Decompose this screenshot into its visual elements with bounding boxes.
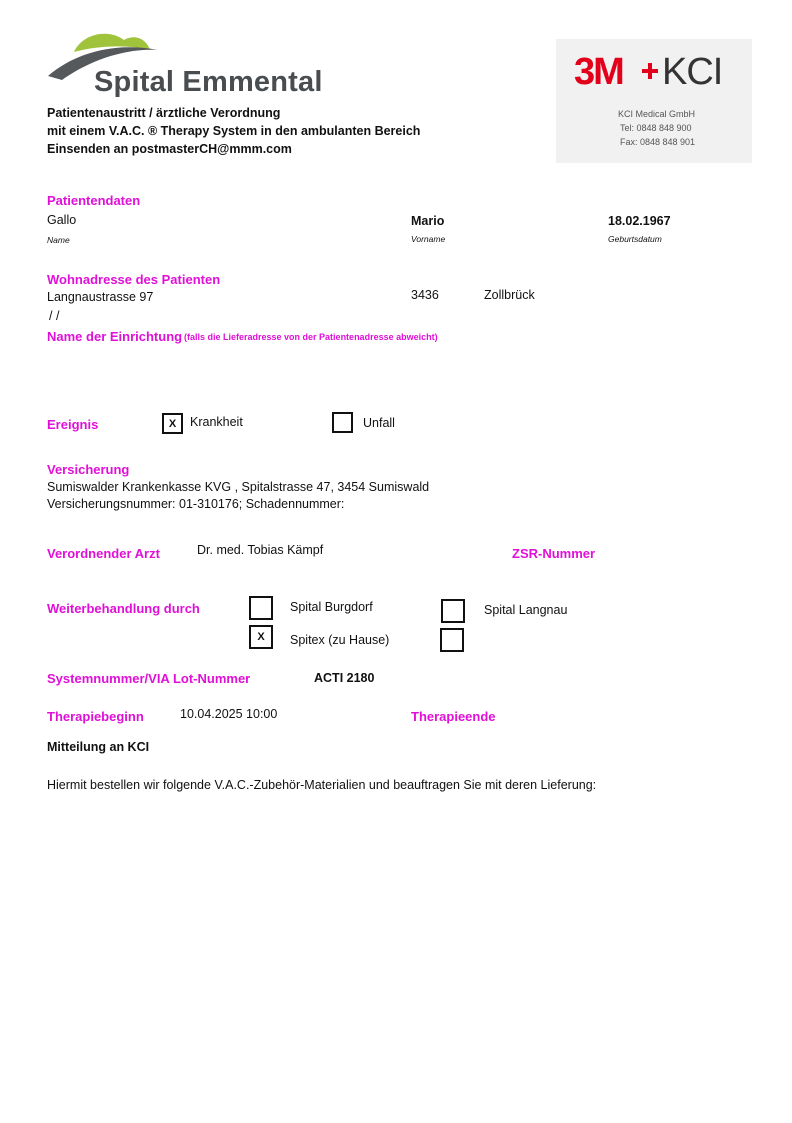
event-label: Ereignis — [47, 417, 99, 432]
followup-label: Weiterbehandlung durch — [47, 601, 200, 616]
facility-note: (falls die Lieferadresse von der Patientenadresse abweicht) — [184, 332, 438, 342]
patient-birth-date: 18.02.1967 — [608, 214, 671, 228]
caption-birth-date: Geburtsdatum — [608, 234, 662, 244]
address-zip: 3436 — [411, 288, 439, 302]
system-number-label: Systemnummer/VIA Lot-Nummer — [47, 671, 251, 686]
doctor-label: Verordnender Arzt — [47, 546, 160, 561]
patient-section-label: Patientendaten — [47, 193, 141, 208]
other-followup-checkbox[interactable] — [440, 628, 464, 652]
header-line-2: mit einem V.A.C. ® Therapy System in den ambulanten Bereich — [47, 124, 421, 138]
insurance-line-2: Versicherungsnummer: 01-310176; Schadennummer: — [47, 497, 345, 511]
header-line-1: Patientenaustritt / ärztliche Verordnung — [47, 106, 281, 120]
illness-label: Krankheit — [190, 415, 243, 429]
burgdorf-label: Spital Burgdorf — [290, 600, 373, 614]
burgdorf-checkbox[interactable] — [249, 596, 273, 620]
zsr-label: ZSR-Nummer — [512, 546, 596, 561]
langnau-label: Spital Langnau — [484, 603, 568, 617]
address-city: Zollbrück — [484, 288, 535, 302]
doctor-name: Dr. med. Tobias Kämpf — [197, 543, 324, 557]
therapy-start-value: 10.04.2025 10:00 — [180, 707, 278, 721]
illness-checkbox[interactable]: X — [162, 413, 183, 434]
therapy-end-label: Therapieende — [411, 709, 496, 724]
message-heading: Mitteilung an KCI — [47, 740, 150, 754]
header-email-line: Einsenden an postmasterCH@mmm.com — [47, 142, 292, 156]
caption-name: Name — [47, 235, 70, 245]
kci-tel: Tel: 0848 848 900 — [620, 123, 692, 133]
kci-company: KCI Medical GmbH — [618, 109, 696, 119]
spitex-label: Spitex (zu Hause) — [290, 633, 390, 647]
3m-kci-logo — [556, 39, 752, 163]
address-section-label: Wohnadresse des Patienten — [47, 272, 221, 287]
facility-label: Name der Einrichtung — [47, 329, 183, 344]
address-extra: / / — [49, 309, 60, 323]
spital-emmental-logo — [46, 30, 323, 104]
address-street: Langnaustrasse 97 — [47, 290, 154, 304]
langnau-checkbox[interactable] — [441, 599, 465, 623]
therapy-start-label: Therapiebeginn — [47, 709, 144, 724]
insurance-label: Versicherung — [47, 462, 130, 477]
system-number-value: ACTI 2180 — [314, 671, 375, 685]
insurance-line-1: Sumiswalder Krankenkasse KVG , Spitalstrasse 47, 3454 Sumiswald — [47, 480, 430, 494]
message-text: Hiermit bestellen wir folgende V.A.C.-Zubehör-Materialien und beauftragen Sie mit deren Lieferung: — [47, 778, 597, 792]
patient-first-name: Mario — [411, 214, 445, 228]
spitex-checkbox[interactable]: X — [249, 625, 273, 649]
accident-checkbox[interactable] — [332, 412, 353, 433]
kci-fax: Fax: 0848 848 901 — [620, 137, 696, 147]
logo-kci: KCI — [662, 51, 723, 93]
patient-last-name: Gallo — [47, 213, 77, 227]
logo-3m: 3M — [574, 51, 623, 93]
plus-cross-icon — [642, 63, 658, 79]
hospital-name: Spital Emmental — [94, 66, 323, 98]
caption-first-name: Vorname — [411, 234, 446, 244]
accident-label: Unfall — [363, 416, 395, 430]
